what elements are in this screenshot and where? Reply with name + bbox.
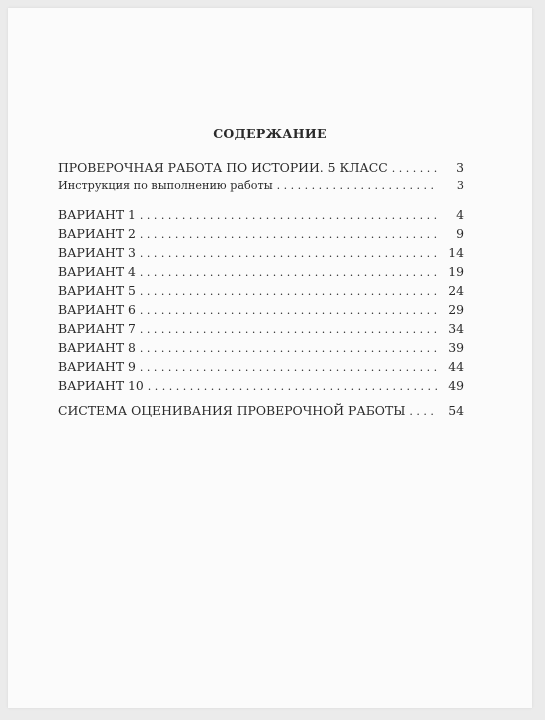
toc-entry-page: 3 [456,160,464,175]
toc-leader-dots [140,304,438,317]
toc-entry-label: ВАРИАНТ 9 [58,359,136,374]
toc-entry-page: 54 [448,403,464,418]
toc-entry [58,245,464,264]
toc-leader-dots [140,342,438,355]
toc-entry-label: ВАРИАНТ 6 [58,302,136,317]
toc-entry [58,340,464,359]
toc-entry-page: 44 [448,359,464,374]
toc-entry [58,359,464,378]
toc-entry-page: 49 [448,378,464,393]
toc-leader-dots [148,380,438,393]
toc-entry-page: 19 [448,264,464,279]
toc-entry [58,283,464,302]
toc-entry-page: 34 [448,321,464,336]
toc-entry-page: 29 [448,302,464,317]
toc-entry-label: СИСТЕМА ОЦЕНИВАНИЯ ПРОВЕРОЧНОЙ РАБОТЫ [58,403,406,418]
toc-leader-dots [140,266,438,279]
toc-entry-label: ПРОВЕРОЧНАЯ РАБОТА ПО ИСТОРИИ. 5 КЛАСС [58,160,388,175]
toc-entry-page: 24 [448,283,464,298]
toc-leader-dots [409,405,438,418]
toc-entry-label: ВАРИАНТ 3 [58,245,136,260]
toc-entry-label: ВАРИАНТ 7 [58,321,136,336]
toc-entry-label: ВАРИАНТ 5 [58,283,136,298]
toc-entry [58,403,464,422]
toc-leader-dots [140,361,438,374]
toc-entry [58,179,464,201]
toc-entry [58,264,464,283]
toc-entry-label: ВАРИАНТ 4 [58,264,136,279]
toc-entry-page: 39 [448,340,464,355]
document-page [8,8,532,708]
toc-entry [58,226,464,245]
toc-entry-label: Инструкция по выполнению работы [58,179,273,192]
toc-entry [58,160,464,179]
toc-leader-dots [392,162,438,175]
toc-entry [58,378,464,397]
toc-leader-dots [140,285,438,298]
toc-leader-dots [140,228,438,241]
table-of-contents [58,160,464,422]
toc-leader-dots [140,247,438,260]
toc-entry [58,302,464,321]
toc-entry-label: ВАРИАНТ 2 [58,226,136,241]
toc-entry [58,207,464,226]
toc-entry-label: ВАРИАНТ 10 [58,378,144,393]
toc-entry-page: 9 [456,226,464,241]
toc-entry-page: 3 [456,179,464,192]
toc-entry [58,321,464,340]
toc-entry-label: ВАРИАНТ 1 [58,207,136,222]
toc-leader-dots [277,179,438,192]
page-title: СОДЕРЖАНИЕ [213,126,327,141]
toc-leader-dots [140,323,438,336]
toc-leader-dots [140,209,438,222]
toc-entry-page: 14 [448,245,464,260]
toc-entry-page: 4 [456,207,464,222]
toc-entry-label: ВАРИАНТ 8 [58,340,136,355]
